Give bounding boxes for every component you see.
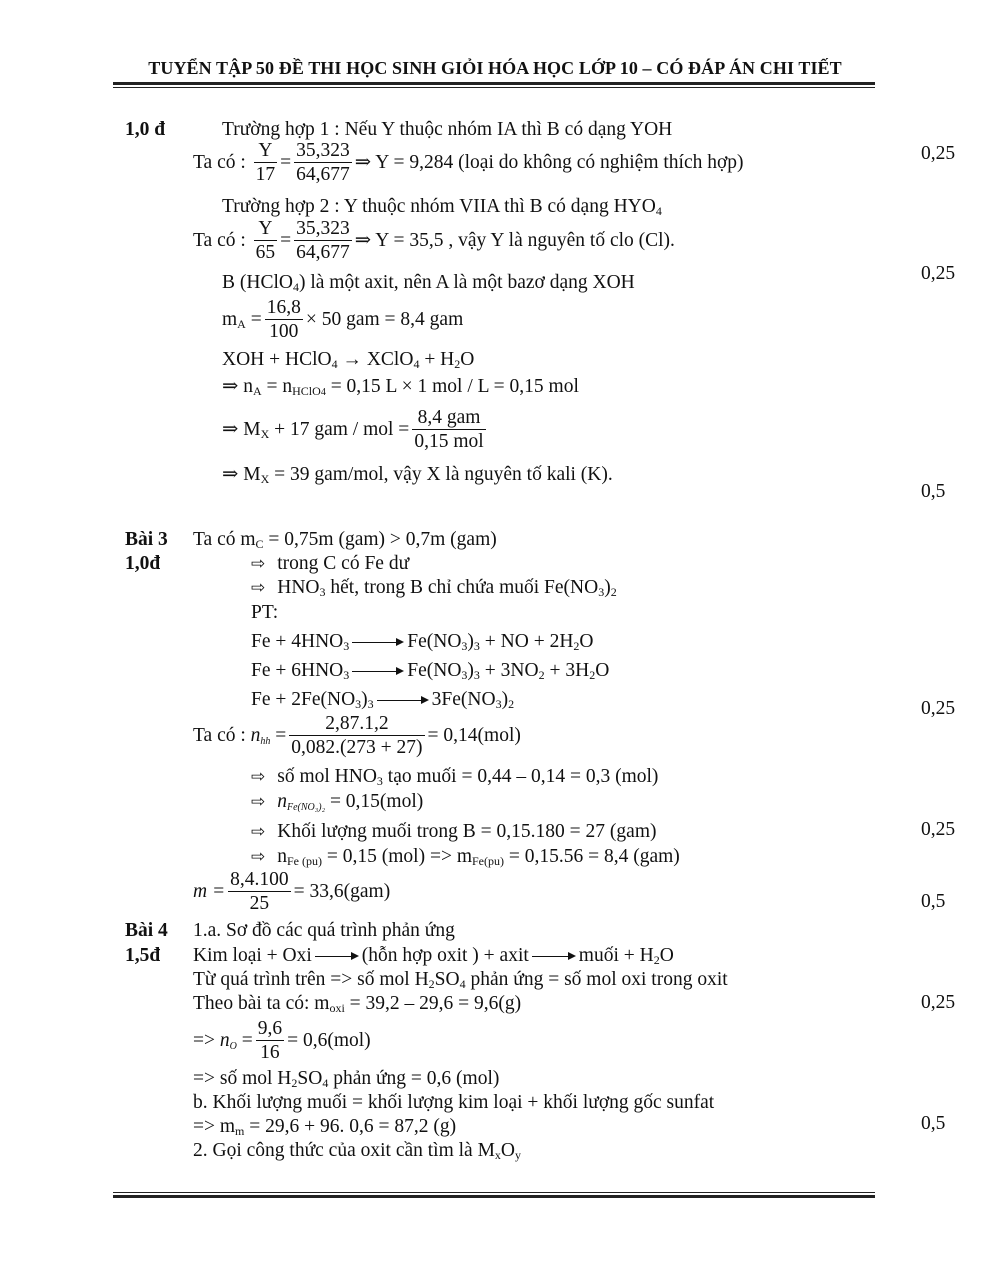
- reaction-1: [251, 631, 594, 653]
- subscript: 3: [495, 697, 502, 711]
- text: =>: [193, 1029, 215, 1051]
- text: phản ứng = 0,6 (mol): [328, 1068, 500, 1089]
- text: + NO + 2H: [479, 631, 574, 652]
- subscript: 2: [573, 639, 580, 653]
- subscript: 2: [610, 585, 617, 599]
- text: O: [500, 1140, 516, 1161]
- reaction-3: [251, 689, 514, 711]
- subscript: HClO: [292, 384, 321, 398]
- text: → XClO: [337, 349, 414, 370]
- text: => số mol H: [193, 1068, 292, 1089]
- fraction: [254, 140, 278, 187]
- subscript: 4: [655, 204, 662, 218]
- subscript: 2: [589, 668, 596, 682]
- text: ): [361, 689, 368, 710]
- subscript: X: [260, 472, 270, 486]
- subscript: 3: [343, 668, 350, 682]
- text: Fe(NO: [407, 631, 462, 652]
- bai4-line-9: [193, 1140, 521, 1162]
- numerator: 16,8: [266, 297, 301, 318]
- text: số mol HNO: [277, 766, 377, 787]
- text: = 39,2 – 29,6 = 9,6(g): [344, 993, 522, 1014]
- bai4-line-4: [193, 993, 521, 1015]
- text: + 3H: [544, 660, 590, 681]
- page-header: TUYỂN TẬP 50 ĐỀ THI HỌC SINH GIỎI HÓA HỌC LỚP 10 – CÓ ĐÁP ÁN CHI TIẾT: [148, 58, 842, 78]
- subscript: oxi: [329, 1001, 345, 1015]
- fraction: [256, 1018, 284, 1065]
- eq-prefix: Ta có :: [193, 151, 246, 173]
- text: B (HClO: [222, 272, 293, 293]
- subscript: 4: [320, 387, 326, 398]
- section-score-label: 1,0 đ: [125, 119, 166, 140]
- variable: n: [277, 791, 287, 812]
- arrow-bullet-icon: ⇨: [251, 767, 266, 787]
- bai4-line-3: [193, 969, 728, 991]
- score: 0,5: [921, 481, 946, 502]
- eq-result: ⇒ Y = 35,5 , vậy Y là nguyên tố clo (Cl).: [354, 229, 675, 251]
- numerator: Y: [254, 140, 278, 163]
- subscript: 3: [473, 668, 480, 682]
- score: 0,25: [921, 143, 956, 164]
- subscript: 4: [331, 357, 338, 371]
- problem-3-label: Bài 3: [125, 529, 168, 550]
- bai4-line-8: [193, 1116, 456, 1138]
- subscript: 3: [473, 639, 480, 653]
- text: = n: [261, 376, 293, 397]
- fraction: [254, 218, 278, 265]
- text: hết, trong B chỉ chứa muối Fe(NO: [325, 577, 599, 598]
- subscript: 3: [319, 585, 326, 599]
- subscript: 2: [653, 953, 660, 967]
- text: ): [604, 577, 611, 598]
- numerator: 35,323: [296, 140, 350, 161]
- reaction-arrow-icon: [315, 952, 359, 962]
- text: ⇒ M: [222, 418, 261, 440]
- text: ): [467, 660, 474, 681]
- subscript: A: [237, 316, 246, 331]
- fraction: [294, 140, 352, 187]
- variable: n: [219, 1029, 230, 1051]
- case-1-equation: Ta có : $\frac{Y}{17}$ = $\frac{35,323}{64,677}$ ⇒ Y = 9,284 (loại do không có nghiệm thích hợp): [193, 140, 744, 185]
- subscript: 3: [598, 585, 605, 599]
- text: HNO: [277, 577, 320, 598]
- text: muối + H: [578, 945, 654, 966]
- subscript: 3: [461, 668, 468, 682]
- score: 0,5: [921, 1113, 946, 1134]
- bai3-line-7: [251, 791, 423, 813]
- footer-rule-thick: [113, 1195, 875, 1198]
- text: Theo bài ta có: m: [193, 993, 330, 1014]
- text: Từ quá trình trên => số mol H: [193, 969, 429, 990]
- bai3-line-2: [251, 553, 409, 575]
- case-2-text: [222, 196, 662, 218]
- bai3-pt-label: PT:: [251, 602, 279, 623]
- denominator: 16: [260, 1042, 280, 1063]
- text: = 39 gam/mol, vậy X là nguyên tố kali (K).: [269, 464, 613, 485]
- text: = 0,15 L × 1 mol / L = 0,15 mol: [325, 376, 579, 397]
- subscript: O: [229, 1040, 237, 1052]
- text: 3Fe(NO: [431, 689, 496, 710]
- text: => m: [193, 1116, 236, 1137]
- reaction-arrow-icon: [532, 952, 576, 962]
- bai4-line-6: [193, 1068, 499, 1090]
- arrow-bullet-icon: ⇨: [251, 792, 266, 812]
- text: trong C có Fe dư: [277, 553, 410, 574]
- text: = 0,6(mol): [287, 1029, 371, 1051]
- fraction: [265, 297, 303, 344]
- eq-prefix: Ta có :: [193, 229, 246, 251]
- denominator: 0,15 mol: [414, 431, 484, 452]
- denominator: 0,082.(273 + 27): [291, 737, 423, 758]
- problem-3-score: 1,0đ: [125, 553, 161, 574]
- text: n: [277, 846, 287, 867]
- text: × 50 gam = 8,4 gam: [305, 308, 464, 330]
- numerator: 9,6: [257, 1018, 283, 1039]
- subscript: y: [515, 1148, 522, 1162]
- subscript: 4: [292, 280, 299, 294]
- denominator: 65: [255, 242, 276, 263]
- score: 0,25: [921, 263, 956, 284]
- subscript: 3: [376, 774, 383, 788]
- denominator: 100: [269, 321, 299, 342]
- header-rule-thin: [113, 87, 875, 88]
- header-rule: [113, 82, 875, 85]
- text: =: [250, 308, 262, 330]
- mass-a-equation: [222, 297, 463, 344]
- text: Ta có :: [193, 724, 246, 746]
- subscript: 2: [291, 1076, 298, 1090]
- fraction: [412, 407, 485, 454]
- bai3-line-9: [251, 846, 680, 868]
- text: ): [501, 689, 509, 710]
- subscript: C: [255, 537, 264, 551]
- subscript: A: [252, 384, 262, 398]
- numerator: Y: [254, 218, 278, 241]
- text: (hỗn hợp oxit ) + axit: [361, 945, 529, 966]
- case-1-text: Trường hợp 1 : Nếu Y thuộc nhóm IA thì B có dạng YOH: [222, 119, 673, 140]
- case-2-equation: Ta có : $\frac{Y}{65}$ = $\frac{35,323}{64,677}$ ⇒ Y = 35,5 , vậy Y là nguyên tố clo (Cl).: [193, 218, 675, 263]
- text: + H: [419, 349, 455, 370]
- text: Fe + 4HNO: [251, 631, 344, 652]
- nhh-equation: Ta có : $n_{hh}$ = $\frac{2,87.1,2}{0,082.(273 + 27)}$ = 0,14(mol): [193, 713, 521, 758]
- subscript: Fe(NO₃)₂: [287, 802, 326, 813]
- no-equation: => $n_O$ = $\frac{9,6}{16}$ = 0,6(mol): [193, 1018, 371, 1063]
- text: + 3NO: [479, 660, 539, 681]
- score: 0,25: [921, 819, 956, 840]
- numerator: 8,4.100: [230, 869, 289, 890]
- denominator: 64,677: [296, 242, 350, 263]
- text: = 0,75m (gam) > 0,7m (gam): [263, 529, 497, 550]
- reaction-arrow-icon: [352, 667, 404, 677]
- arrow-bullet-icon: ⇨: [251, 822, 266, 842]
- text: Ta có m: [193, 529, 256, 550]
- bai3-line-3: [251, 577, 617, 599]
- reaction-equation: [222, 349, 474, 371]
- subscript: 4: [459, 977, 466, 991]
- eq-result: ⇒ Y = 9,284 (loại do không có nghiệm thích hợp): [354, 151, 744, 173]
- text: Trường hợp 2 : Y thuộc nhóm VIIA thì B có dạng HYO: [222, 196, 656, 217]
- numerator: 2,87.1,2: [289, 713, 424, 736]
- text: Fe + 2Fe(NO: [251, 689, 356, 710]
- subscript: 3: [355, 697, 362, 711]
- text: ⇒ n: [222, 376, 253, 397]
- mass-m-equation: [193, 869, 390, 916]
- text: = 33,6(gam): [293, 880, 391, 902]
- arrow-bullet-icon: ⇨: [251, 554, 266, 574]
- molar-mass-equation: [222, 407, 489, 454]
- text: O: [460, 349, 475, 370]
- text: O: [579, 631, 594, 652]
- text: Fe + 6HNO: [251, 660, 344, 681]
- text: = 29,6 + 96. 0,6 = 87,2 (g): [244, 1116, 457, 1137]
- text: = 0,15(mol): [325, 791, 424, 812]
- mole-equation: [222, 376, 579, 398]
- variable: m =: [193, 880, 226, 902]
- denominator: 17: [255, 164, 276, 185]
- reaction-2: [251, 660, 609, 682]
- reaction-arrow-icon: [352, 638, 404, 648]
- subscript: 3: [461, 639, 468, 653]
- subscript: 3: [367, 697, 374, 711]
- subscript: Fe (pu): [287, 854, 322, 868]
- bai4-line-2: [193, 945, 674, 967]
- score: 0,5: [921, 891, 946, 912]
- subscript: 4: [322, 1076, 329, 1090]
- text: SO: [434, 969, 460, 990]
- bai3-line-8: [251, 821, 656, 843]
- subscript: hh: [260, 735, 271, 747]
- text: 2. Gọi công thức của oxit cần tìm là M: [193, 1140, 495, 1161]
- subscript: Fe(pu): [471, 854, 504, 868]
- bai3-line-6: [251, 766, 658, 788]
- text: phản ứng = số mol oxi trong oxit: [465, 969, 728, 990]
- numerator: 35,323: [296, 218, 350, 239]
- text: Khối lượng muối trong B = 0,15.180 = 27 (gam): [277, 821, 657, 842]
- denominator: 25: [249, 893, 270, 914]
- footer-rule: [113, 1192, 875, 1193]
- denominator: 64,677: [296, 164, 350, 185]
- subscript: 2: [454, 357, 461, 371]
- subscript: x: [494, 1148, 501, 1162]
- fraction: [228, 869, 291, 916]
- subscript: m: [235, 1124, 245, 1138]
- text: = 0,15.56 = 8,4 (gam): [503, 846, 680, 867]
- fraction: [289, 713, 424, 760]
- text: ⇒ M: [222, 464, 261, 485]
- arrow-bullet-icon: ⇨: [251, 578, 266, 598]
- numerator: 8,4 gam: [412, 407, 485, 430]
- text: ): [467, 631, 474, 652]
- reaction-arrow-icon: [377, 696, 429, 706]
- subscript: X: [260, 426, 270, 441]
- text: O: [659, 945, 674, 966]
- problem-4-label: Bài 4: [125, 920, 168, 941]
- text: tạo muối = 0,44 – 0,14 = 0,3 (mol): [382, 766, 659, 787]
- subscript: 4: [413, 357, 420, 371]
- arrow-bullet-icon: ⇨: [251, 847, 266, 867]
- text: = 0,14(mol): [427, 724, 521, 746]
- problem-4-score: 1,5đ: [125, 945, 161, 966]
- bai3-line-1: [193, 529, 497, 551]
- text: Fe(NO: [407, 660, 462, 681]
- subscript: 2: [538, 668, 545, 682]
- score: 0,25: [921, 698, 956, 719]
- bai4-line-1: 1.a. Sơ đồ các quá trình phản ứng: [193, 920, 455, 941]
- acid-base-text: [222, 272, 635, 294]
- subscript: 2: [508, 697, 515, 711]
- text: m: [222, 308, 238, 330]
- subscript: 3: [343, 639, 350, 653]
- text: + 17 gam / mol =: [269, 418, 410, 440]
- text: SO: [297, 1068, 323, 1089]
- text: = 0,15 (mol) => m: [322, 846, 472, 867]
- text: Kim loại + Oxi: [193, 945, 312, 966]
- score: 0,25: [921, 992, 956, 1013]
- text: O: [595, 660, 610, 681]
- text: ) là một axit, nên A là một bazơ dạng XOH: [298, 272, 635, 293]
- variable: n: [250, 724, 261, 746]
- fraction: [294, 218, 352, 265]
- conclusion-text: [222, 464, 613, 486]
- text: XOH + HClO: [222, 349, 332, 370]
- subscript: 2: [428, 977, 435, 991]
- bai4-line-7: b. Khối lượng muối = khối lượng kim loại + khối lượng gốc sunfat: [193, 1092, 715, 1113]
